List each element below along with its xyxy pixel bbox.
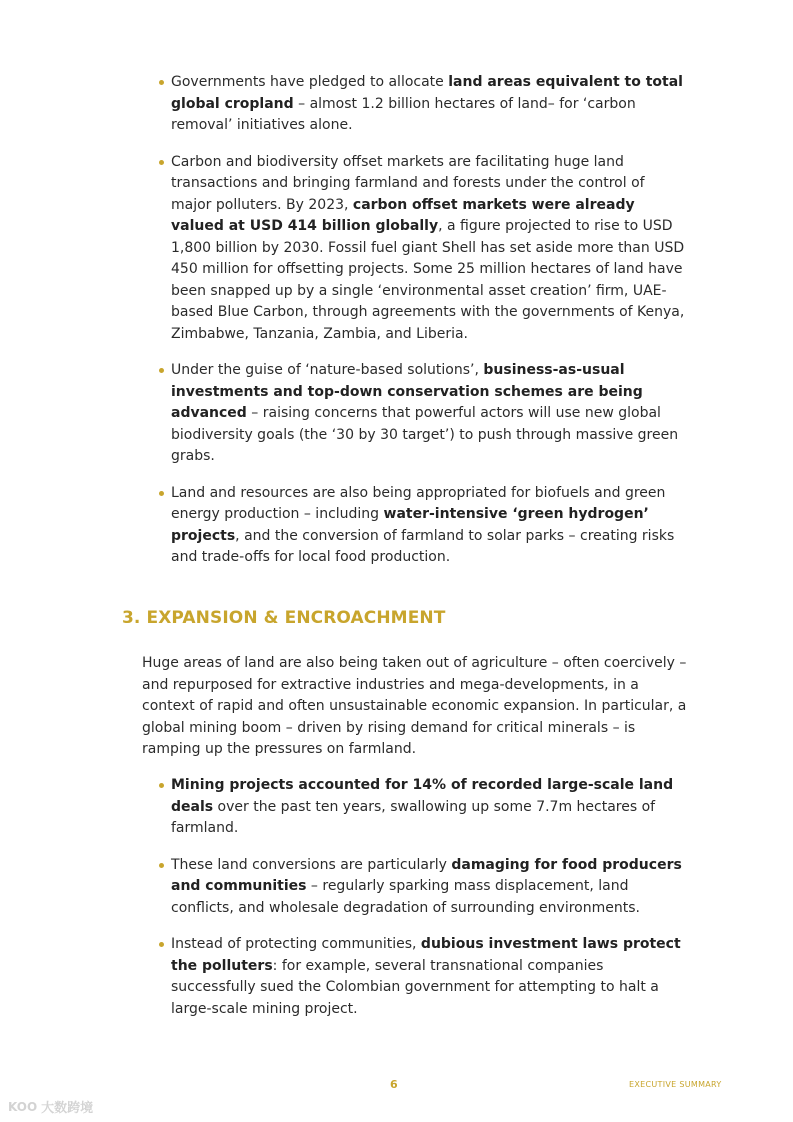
- bullet-text: Governments have pledged to allocate: [171, 74, 449, 90]
- bullet-item: [158, 483, 688, 569]
- bullet-emphasis: Mining projects accounted for 14% of recorded large-scale land deals: [171, 777, 674, 815]
- page-number: 6: [390, 1078, 398, 1091]
- bullet-item: [158, 855, 688, 920]
- watermark-logo-icon: KOO: [8, 1099, 38, 1114]
- bullet-item: [158, 72, 688, 137]
- bullet-text: Instead of protecting communities,: [171, 936, 421, 952]
- bullet-item: [158, 360, 688, 468]
- bullet-text: Under the guise of ‘nature-based solutions’,: [171, 362, 484, 378]
- footer-section-label: EXECUTIVE SUMMARY: [629, 1080, 722, 1089]
- bullet-item: [158, 775, 688, 840]
- bullet-text: , a figure projected to rise to USD 1,800 billion by 2030. Fossil fuel giant Shell has set aside more than USD 450 million for offsetting projects. Some 25 million hectares of land have been snapped up by a single ‘environmental asset creation’ firm, UAE-based Blue Carbon, through agreements with the governments of Kenya, Zimbabwe, Tanzania, Zambia, and Liberia.: [171, 218, 685, 342]
- bullet-text: – raising concerns that powerful actors will use new global biodiversity goals (the ‘30 by 30 target’) to push through massive green grabs.: [171, 405, 679, 464]
- bullet-emphasis: business-as-usual investments and top-down conservation schemes are being advanced: [171, 362, 643, 421]
- bullet-emphasis: damaging for food producers and communities: [171, 856, 682, 894]
- bullet-list-mining: [158, 775, 688, 1020]
- bullet-emphasis: dubious investment laws protect the polluters: [171, 936, 681, 974]
- bullet-text: These land conversions are particularly: [171, 856, 452, 873]
- bullet-text: over the past ten years, swallowing up some 7.7m hectares of farmland.: [171, 798, 656, 836]
- bullet-item: [158, 152, 688, 346]
- bullet-text: , and the conversion of farmland to solar parks – creating risks and trade-offs for local food production.: [171, 527, 675, 565]
- bullet-list-offsets: [158, 72, 688, 569]
- bullet-item: [158, 934, 688, 1020]
- bullet-emphasis: land areas equivalent to total global cropland: [171, 74, 683, 112]
- bullet-text: – almost 1.2 billion hectares of land– for ‘carbon removal’ initiatives alone.: [171, 95, 636, 133]
- bullet-emphasis: water-intensive ‘green hydrogen’ projects: [171, 506, 649, 544]
- section-intro-paragraph: Huge areas of land are also being taken out of agriculture – often coercively – and repurposed for extractive industries and mega-developments, in a context of rapid and often unsustainable economic expansion. In particular, a global mining boom – driven by rising demand for critical minerals – is ramping up the pressures on farmland.: [142, 655, 687, 757]
- bullet-text: Carbon and biodiversity offset markets are facilitating huge land transactions and bringing farmland and forests under the control of major polluters. By 2023,: [171, 153, 645, 213]
- bullet-text: – regularly sparking mass displacement, land conflicts, and wholesale degradation of surrounding environments.: [171, 878, 640, 916]
- bullet-text: Land and resources are also being appropriated for biofuels and green energy production – including: [171, 484, 666, 522]
- section-heading: 3. EXPANSION & ENCROACHMENT: [122, 608, 446, 628]
- watermark-text: 大数跨境: [41, 1101, 94, 1116]
- bullet-text: : for example, several transnational companies successfully sued the Colombian government for attempting to halt a large-scale mining project.: [171, 957, 659, 1017]
- bullet-emphasis: carbon offset markets were already valued at USD 414 billion globally: [171, 196, 635, 234]
- watermark: [8, 1097, 93, 1116]
